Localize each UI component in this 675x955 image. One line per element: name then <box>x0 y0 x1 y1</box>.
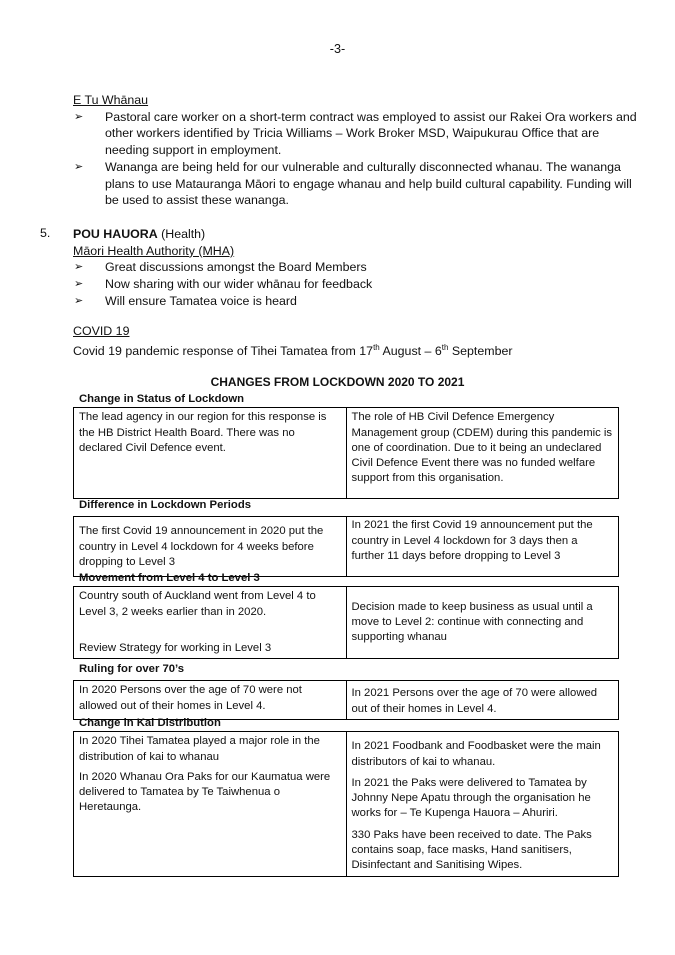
comparison-table <box>73 407 619 499</box>
cell-2020: The lead agency in our region for this response is the HB District Health Board. There was no declared Civil Defence event. <box>74 408 347 499</box>
table-row <box>74 517 619 577</box>
list-item: ➢ Now sharing with our wider whānau for feedback <box>74 277 373 292</box>
cell-2020: In 2020 Tihei Tamatea played a major role in the distribution of kai to whanau In 2020 Whanau Ora Paks for our Kaumatua were delivered to Tamatea by Te Taiwhenua o Heretaunga. <box>74 732 347 876</box>
cell-2020: In 2020 Persons over the age of 70 were not allowed out of their homes in Level 4. <box>74 681 347 720</box>
covid-heading: COVID 19 <box>73 324 130 338</box>
pou-hauora-section <box>73 226 643 310</box>
cell-2020: Country south of Auckland went from Level 4 to Level 3, 2 weeks earlier than in 2020. Review Strategy for working in Level 3 <box>74 587 347 659</box>
arrow-bullet-icon: ➢ <box>74 294 84 307</box>
page-number: -3- <box>329 42 346 56</box>
list-item: ➢ Great discussions amongst the Board Members <box>74 260 367 275</box>
comparison-section-movement <box>73 571 619 659</box>
section-heading: Change in Status of Lockdown <box>79 393 245 405</box>
arrow-bullet-icon: ➢ <box>74 160 84 173</box>
comparison-section-kai <box>73 716 619 877</box>
section-heading: Movement from Level 4 to Level 3 <box>79 572 260 584</box>
cell-2020: The first Covid 19 announcement in 2020 put the country in Level 4 lockdown for 4 weeks before dropping to Level 3 <box>74 517 347 577</box>
comparison-section-periods <box>73 498 619 577</box>
comparison-table <box>73 680 619 720</box>
table-row <box>74 587 619 659</box>
list-item: ➢ Wananga are being held for our vulnerable and culturally disconnected whanau. The wananga plans to use Matauranga Māori to engage whanau and help build cultural capability. Funding will be used to assist these wananga. <box>74 159 632 208</box>
arrow-bullet-icon: ➢ <box>74 261 84 274</box>
list-item: ➢ Pastoral care worker on a short-term contract was employed to assist our Rakei Ora workers and other workers identified by Tricia Williams – Work Broker MSD, Waipukurau Office that are needing support in employment. <box>74 109 637 158</box>
table-row <box>74 408 619 499</box>
arrow-bullet-icon: ➢ <box>74 110 84 123</box>
cell-2021: In 2021 Persons over the age of 70 were allowed out of their homes in Level 4. <box>346 681 619 720</box>
comparison-section-over70 <box>73 662 619 720</box>
comparison-table <box>73 731 619 876</box>
list-item: ➢ Will ensure Tamatea voice is heard <box>74 293 297 308</box>
table-title: CHANGES FROM LOCKDOWN 2020 TO 2021 <box>210 375 465 389</box>
etu-bullet-list <box>73 109 643 209</box>
comparison-table <box>73 516 619 577</box>
covid-section <box>73 323 643 360</box>
covid-response-line: Covid 19 pandemic response of Tihei Tamatea from 17th August – 6th September <box>73 342 513 358</box>
etu-whanau-section <box>73 92 643 209</box>
cell-2021: In 2021 Foodbank and Foodbasket were the main distributors of kai to whanau. In 2021 the Paks were delivered to Tamatea by Johnny Nepe Apatu through the organisation he works for – Te Kupenga Hauora – Ahuriri. 330 Paks have been received to date. The Paks contains soap, face masks, Hand sanitisers, Disinfectant and Sanitising Wipes. <box>346 732 619 876</box>
cell-2021: Decision made to keep business as usual until a move to Level 2: continue with connecting and supporting whanau <box>346 587 619 659</box>
arrow-bullet-icon: ➢ <box>74 278 84 291</box>
pou-bullet-list <box>73 259 643 309</box>
comparison-section-status <box>73 392 619 499</box>
comparison-table <box>73 586 619 659</box>
cell-2021: The role of HB Civil Defence Emergency Management group (CDEM) during this pandemic is one of coordination. Due to it being an undeclared Civil Defence Event there was no funded welfare support from this organisation. <box>346 408 619 499</box>
mha-heading: Māori Health Authority (MHA) <box>73 243 235 258</box>
pou-heading: POU HAUORA (Health) <box>73 227 206 241</box>
etu-heading: E Tu Whānau <box>73 93 149 107</box>
table-row <box>74 681 619 720</box>
section-number: 5. <box>40 226 51 240</box>
cell-2021: In 2021 the first Covid 19 announcement put the country in Level 4 lockdown for 3 days then a further 11 days before dropping to Level 3 <box>346 517 619 577</box>
section-heading: Change in Kai Distribution <box>79 717 221 729</box>
section-heading: Difference in Lockdown Periods <box>79 499 251 511</box>
table-row <box>74 732 619 876</box>
section-heading: Ruling for over 70’s <box>79 663 185 675</box>
